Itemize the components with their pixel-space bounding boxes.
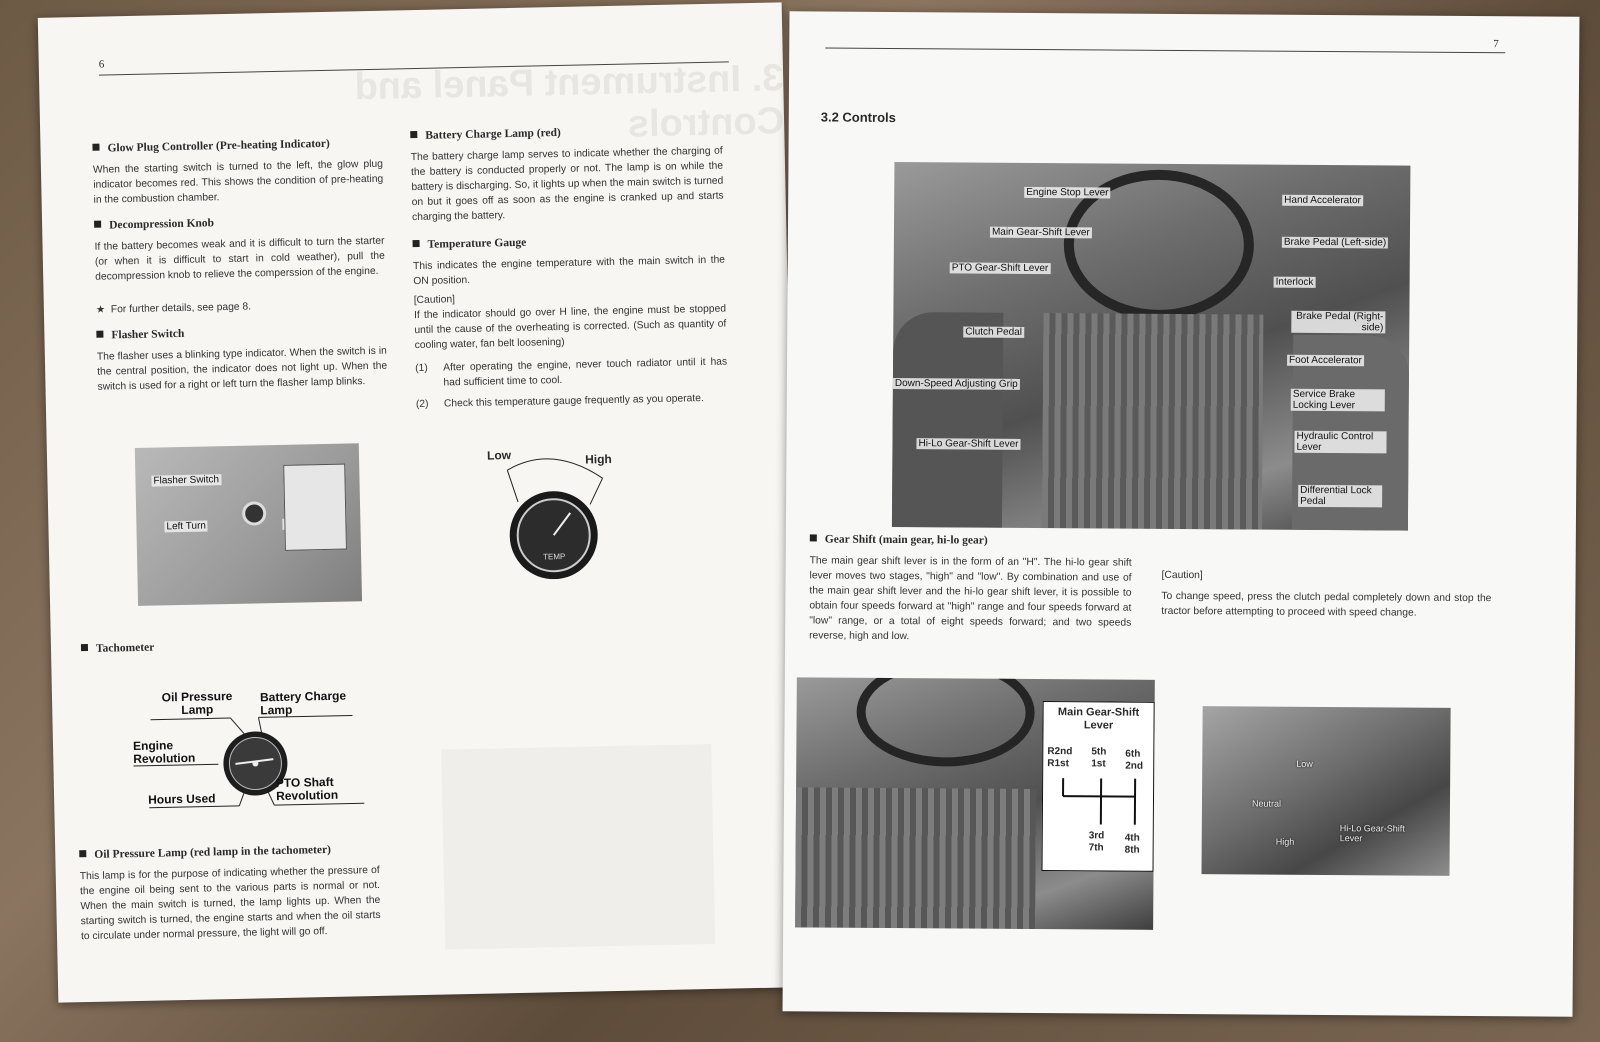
page-number: 6 <box>98 58 105 71</box>
photo-label: Service Brake Locking Lever <box>1291 389 1385 412</box>
glow-plug-heading: Glow Plug Controller (Pre-heating Indicator) <box>92 137 382 155</box>
photo-label: Main Gear-Shift Lever <box>991 226 1090 239</box>
hilo-lever-label: Hi-Lo Gear-Shift Lever <box>1339 823 1405 844</box>
footplate <box>795 787 1036 929</box>
flasher-switch-photo <box>135 443 362 606</box>
left-fender <box>892 312 1003 528</box>
flasher-switch-label: Flasher Switch <box>153 474 220 487</box>
h-pattern-icon <box>1043 774 1153 835</box>
photo-label: PTO Gear-Shift Lever <box>951 262 1049 275</box>
photo-label: Hydraulic Control Lever <box>1294 431 1386 454</box>
hours-used-label: Hours Used <box>148 791 216 807</box>
photo-label: Interlock <box>1275 276 1314 288</box>
gear-shift-heading: Gear Shift (main gear, hi-lo gear) <box>810 533 1132 547</box>
gear-6th-2nd: 6th 2nd <box>1125 748 1144 772</box>
show-through <box>441 744 715 950</box>
section-title: 3.2 Controls <box>820 109 896 125</box>
hilo-lever-photo <box>1201 706 1450 876</box>
temperature-item-1: (1) After operating the engine, never touch radiator until it has had sufficient time to cool. <box>415 356 728 389</box>
flasher-heading: Flasher Switch <box>96 324 386 342</box>
photo-label: Brake Pedal (Right-side) <box>1291 311 1385 334</box>
left-page <box>38 2 802 1002</box>
tachometer-diagram <box>122 681 385 826</box>
header-rule <box>825 48 1505 54</box>
gear-pattern-title: Main Gear-Shift Lever <box>1057 706 1140 732</box>
photo-label: Hand Accelerator <box>1284 194 1361 207</box>
photo-label: Clutch Pedal <box>965 326 1023 338</box>
photo-label: Hi-Lo Gear-Shift Lever <box>918 438 1019 450</box>
left-turn-label: Left Turn <box>166 520 207 533</box>
gear-shift-text: The main gear shift lever is in the form of an "H". The hi-lo gear shift lever moves two stages, "high" and "low". By combination and use of the main gear shift lever and the hi-lo gear shift lever, it is possible to obtain four speeds forward at "high" range and four speeds forward at "low" range, or a total of eight speeds forward; and two speeds reverse, high and low. <box>809 555 1132 643</box>
gauge-high-label: High <box>584 451 612 467</box>
photo-label: Differential Lock Pedal <box>1298 485 1382 508</box>
pto-shaft-label: PTO Shaft Revolution <box>275 774 339 804</box>
temperature-item-2: (2) Check this temperature gauge frequently as you operate. <box>415 393 704 411</box>
photo-label: Foot Accelerator <box>1289 354 1362 367</box>
page-number: 7 <box>1493 38 1499 51</box>
photo-label: Brake Pedal (Left-side) <box>1283 236 1387 249</box>
photo-label: Down-Speed Adjusting Grip <box>894 377 1018 390</box>
temperature-caution-text: If the indicator should go over H line, the engine must be stopped until the cause of the overheating is corrected. (Such as quantity of cooling water, fan belt loosening) <box>413 303 727 352</box>
right-page <box>783 11 1580 1016</box>
engine-revolution-label: Engine Revolution <box>132 738 196 767</box>
oil-pressure-heading: Oil Pressure Lamp (red lamp in the tachometer) <box>79 843 379 861</box>
battery-charge-heading: Battery Charge Lamp (red) <box>410 124 722 143</box>
low-label: Low <box>1296 758 1313 769</box>
temperature-gauge-diagram <box>477 438 630 581</box>
steering-wheel-icon <box>856 677 1035 767</box>
controls-photo <box>892 162 1411 531</box>
glow-plug-text: When the starting switch is turned to the left, the glow plug indicator becomes red. This shows the condition of pre-heating in the combustion chamber. <box>92 158 384 206</box>
gauge-low-label: Low <box>486 448 512 463</box>
gear-shift-photo <box>795 677 1155 929</box>
flasher-text: The flasher uses a blinking type indicator. When the switch is in the central position, the indicator does not light up. When the switch is used for a right or left turn the flasher lamp blinks. <box>96 345 388 393</box>
svg-text:TEMP: TEMP <box>542 551 566 562</box>
temperature-heading: Temperature Gauge <box>412 233 724 252</box>
caution-text: To change speed, press the clutch pedal completely down and stop the tractor before attempting to proceed with speed change. <box>1161 590 1492 619</box>
gear-r2nd-r1st: R2nd R1st <box>1047 746 1073 770</box>
warning-plate <box>283 464 347 551</box>
temperature-caution-label: [Caution] <box>413 294 456 307</box>
temperature-text: This indicates the engine temperature with the main switch in the ON position. <box>412 254 726 288</box>
gear-pattern-box <box>1042 701 1155 872</box>
high-label: High <box>1275 836 1295 847</box>
decompression-text: If the battery becomes weak and it is difficult to turn the starter (or when it is difficult to start in cold weather), pull the decompression knob to relieve the comperssion of the engine. <box>94 235 385 283</box>
gear-3rd-7th: 3rd 7th <box>1088 830 1105 854</box>
oil-pressure-text: This lamp is for the purpose of indicating whether the pressure of the engine oil being sent to the various parts is normal or not. When the main switch is turned, the lamp lights up. When the starting switch is turned, the engine starts and when the oil starts to circulate under normal pressure, the light will go off. <box>79 864 381 943</box>
footplate <box>1042 313 1263 530</box>
gear-4th-8th: 4th 8th <box>1124 832 1140 856</box>
battery-charge-text: The battery charge lamp serves to indicate whether the charging of the battery is conducted properly or not. The lamp is on while the battery is discharging. So, it lights up when the main switch is turned on but it goes off as soon as the engine is cranked up and starts charging the battery. <box>410 145 724 224</box>
oil-pressure-label: Oil Pressure Lamp <box>161 688 233 718</box>
decompression-heading: Decompression Knob <box>94 214 384 232</box>
gear-5th-1st: 5th 1st <box>1091 746 1107 770</box>
caution-label: [Caution] <box>1161 569 1203 582</box>
neutral-label: Neutral <box>1251 798 1282 809</box>
tachometer-heading: Tachometer <box>81 642 155 656</box>
photo-label: Engine Stop Lever <box>1026 186 1109 199</box>
further-note: ★ For further details, see page 8. <box>95 301 252 316</box>
mirrored-heading: 3. Instrument Panel and Controls <box>354 57 785 146</box>
switch-knob-icon <box>242 501 266 525</box>
battery-charge-label: Battery Charge Lamp <box>259 688 347 718</box>
